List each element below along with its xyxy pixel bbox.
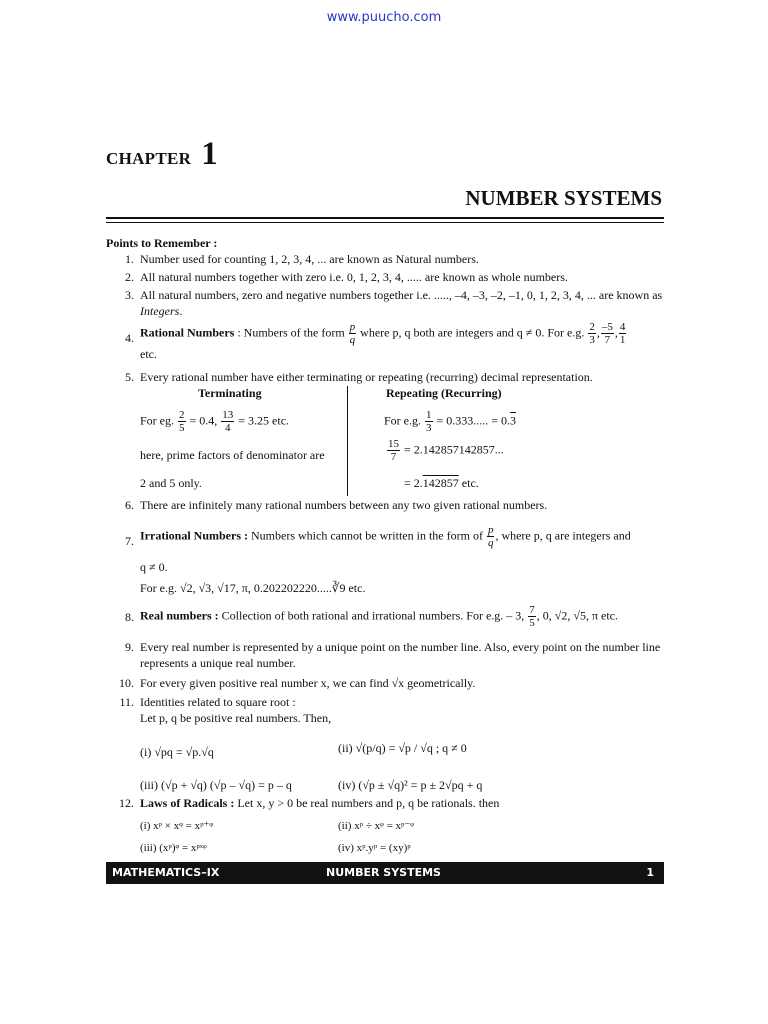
page-title: NUMBER SYSTEMS [465, 186, 662, 210]
title-rule [106, 217, 664, 219]
list-item: 10. For every given positive real number x, we can find √x geometrically. [119, 676, 476, 690]
table-divider [347, 386, 348, 496]
footer-chapter: NUMBER SYSTEMS [326, 866, 441, 879]
list-item: 3. All natural numbers, zero and negative numbers together i.e. ....., –4, –3, –2, –1, 0, 1, 2, 3, 4, ... are known as Integers. [125, 288, 663, 318]
list-item: 11. Identities related to square root : Let p, q be positive real numbers. Then, [119, 695, 332, 725]
terminating-note-2: 2 and 5 only. [140, 476, 202, 490]
list-item-rational: 4. Rational Numbers : Numbers of the form $\frac{p}{q}$ where p, q both are integers and q ≠ 0. For e.g. $\frac{2}{3}$ , $\frac{-5}{7}$ , $\frac{4}{1}$ etc. [125, 321, 626, 361]
identity-iii: (iii) (√p + √q) (√p – √q) = p – q [140, 778, 292, 792]
list-item: 5. Every rational number have either terminating or repeating (recurring) decimal representation. [125, 370, 593, 384]
chapter-heading [106, 136, 218, 173]
law-iii: (iii) (xᵖ)ᵠ = xᵖˣᵠ [140, 842, 207, 854]
chapter-word: CHAPTER [106, 149, 192, 168]
identity-i: (i) √pq = √p.√q [140, 745, 214, 759]
title-rule-thin [106, 222, 664, 223]
list-item-irrational: 7. Irrational Numbers : Numbers which cannot be written in the form of $\frac{p}{q}$ , where p, q are integers and [125, 524, 631, 549]
chapter-number: 1 [201, 136, 218, 172]
identity-iv: (iv) (√p ± √q)² = p ± 2√pq + q [338, 778, 483, 792]
list-item-real: 8. Real numbers : Collection of both rational and irrational numbers. For e.g. – 3, $\frac{7}{5}$ , 0, √2, √5, π etc. [125, 604, 618, 629]
list-item: 6. There are infinitely many rational numbers between any two given rational numbers. [125, 498, 548, 512]
law-iv: (iv) xᵖ.yᵖ = (xy)ᵖ [338, 842, 411, 854]
repeating-example-1: For e.g. $\frac{1}{3}$ = 0.333..... = 0.3 [384, 409, 517, 434]
footer-page-number: 1 [646, 866, 654, 879]
list-item: 2. All natural numbers together with zero i.e. 0, 1, 2, 3, 4, ..... are known as whole numbers. [125, 270, 568, 284]
terminating-example: For eg. $\frac{2}{5}$ = 0.4, $\frac{13}{4}$ = 3.25 etc. [140, 409, 290, 434]
list-item: 1. Number used for counting 1, 2, 3, 4, ... are known as Natural numbers. [125, 252, 479, 266]
footer-subject: MATHEMATICS–IX [112, 866, 220, 879]
page-footer [106, 862, 664, 884]
irrational-examples: For e.g. √2, √3, √17, π, 0.202202220.....∛9 etc. [140, 581, 366, 595]
list-item: 9. Every real number is represented by a unique point on the number line. Also, every point on the number line represents a unique real number. [125, 640, 661, 670]
list-item-irrational-cont: q ≠ 0. [140, 560, 168, 574]
table-header-repeating: Repeating (Recurring) [386, 386, 502, 400]
identity-ii: (ii) √(p/q) = √p / √q ; q ≠ 0 [338, 741, 467, 755]
law-i: (i) xᵖ × xᵠ = xᵖ⁺ᵠ [140, 820, 214, 832]
repeating-example-2: $\frac{15}{7}$ = 2.142857142857... [388, 438, 504, 463]
list-item-radicals: 12. Laws of Radicals : Let x, y > 0 be real numbers and p, q be rationals. then [119, 796, 500, 810]
points-heading: Points to Remember : [106, 236, 218, 250]
table-header-terminating: Terminating [198, 386, 262, 400]
terminating-note: here, prime factors of denominator are [140, 448, 325, 462]
site-url[interactable]: www.puucho.com [326, 10, 442, 25]
law-ii: (ii) xᵖ ÷ xᵠ = xᵖ⁻ᵠ [338, 820, 414, 832]
repeating-example-3: = 2.142857 etc. [404, 476, 479, 490]
